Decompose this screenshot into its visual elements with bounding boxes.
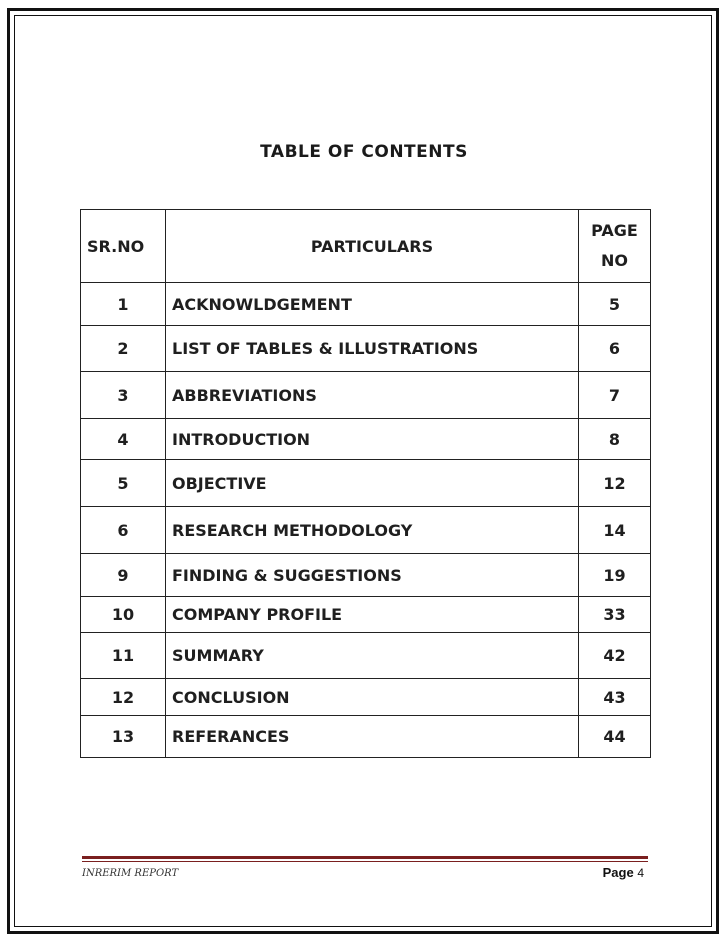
row-sr-no: 6	[81, 507, 166, 554]
header-particulars: PARTICULARS	[166, 210, 579, 283]
row-sr-no: 10	[81, 597, 166, 633]
header-sr-no: SR.NO	[81, 210, 166, 283]
row-sr-no: 12	[81, 679, 166, 716]
row-page-no: 33	[579, 597, 651, 633]
table-row	[81, 716, 651, 758]
row-particular: RESEARCH METHODOLOGY	[166, 507, 579, 554]
row-particular: COMPANY PROFILE	[166, 597, 579, 633]
footer-page-label: Page	[602, 865, 634, 880]
row-particular: OBJECTIVE	[166, 460, 579, 507]
row-sr-no: 5	[81, 460, 166, 507]
row-sr-no: 13	[81, 716, 166, 758]
table-row	[81, 554, 651, 597]
row-page-no: 7	[579, 372, 651, 419]
header-page-line1: PAGE	[591, 221, 638, 240]
row-sr-no: 1	[81, 283, 166, 326]
row-particular: INTRODUCTION	[166, 419, 579, 460]
table-header-row	[81, 210, 651, 283]
row-page-no: 42	[579, 633, 651, 679]
row-page-no: 12	[579, 460, 651, 507]
table-row	[81, 507, 651, 554]
table-row	[81, 633, 651, 679]
footer-rule-thin	[82, 861, 648, 862]
footer-page-number	[603, 865, 644, 880]
row-sr-no: 11	[81, 633, 166, 679]
row-sr-no: 2	[81, 326, 166, 372]
row-page-no: 44	[579, 716, 651, 758]
row-page-no: 14	[579, 507, 651, 554]
page-title: TABLE OF CONTENTS	[260, 142, 468, 162]
table-row	[81, 326, 651, 372]
row-page-no: 6	[579, 326, 651, 372]
row-page-no: 5	[579, 283, 651, 326]
table-row	[81, 372, 651, 419]
footer-report-name: INRERIM REPORT	[82, 868, 179, 879]
header-page-line2: NO	[601, 251, 628, 270]
table-row	[81, 283, 651, 326]
row-particular: ACKNOWLDGEMENT	[166, 283, 579, 326]
header-page-no	[579, 210, 651, 283]
row-particular: REFERANCES	[166, 716, 579, 758]
row-particular: FINDING & SUGGESTIONS	[166, 554, 579, 597]
row-sr-no: 9	[81, 554, 166, 597]
table-row	[81, 597, 651, 633]
row-particular: ABBREVIATIONS	[166, 372, 579, 419]
row-sr-no: 3	[81, 372, 166, 419]
table-row	[81, 460, 651, 507]
contents-table	[80, 209, 651, 758]
row-page-no: 8	[579, 419, 651, 460]
footer-rule-thick	[82, 856, 648, 859]
row-page-no: 19	[579, 554, 651, 597]
footer-page-value: 4	[637, 866, 644, 880]
row-sr-no: 4	[81, 419, 166, 460]
row-particular: SUMMARY	[166, 633, 579, 679]
table-row	[81, 419, 651, 460]
row-page-no: 43	[579, 679, 651, 716]
row-particular: CONCLUSION	[166, 679, 579, 716]
row-particular: LIST OF TABLES & ILLUSTRATIONS	[166, 326, 579, 372]
table-body	[81, 283, 651, 758]
table-row	[81, 679, 651, 716]
